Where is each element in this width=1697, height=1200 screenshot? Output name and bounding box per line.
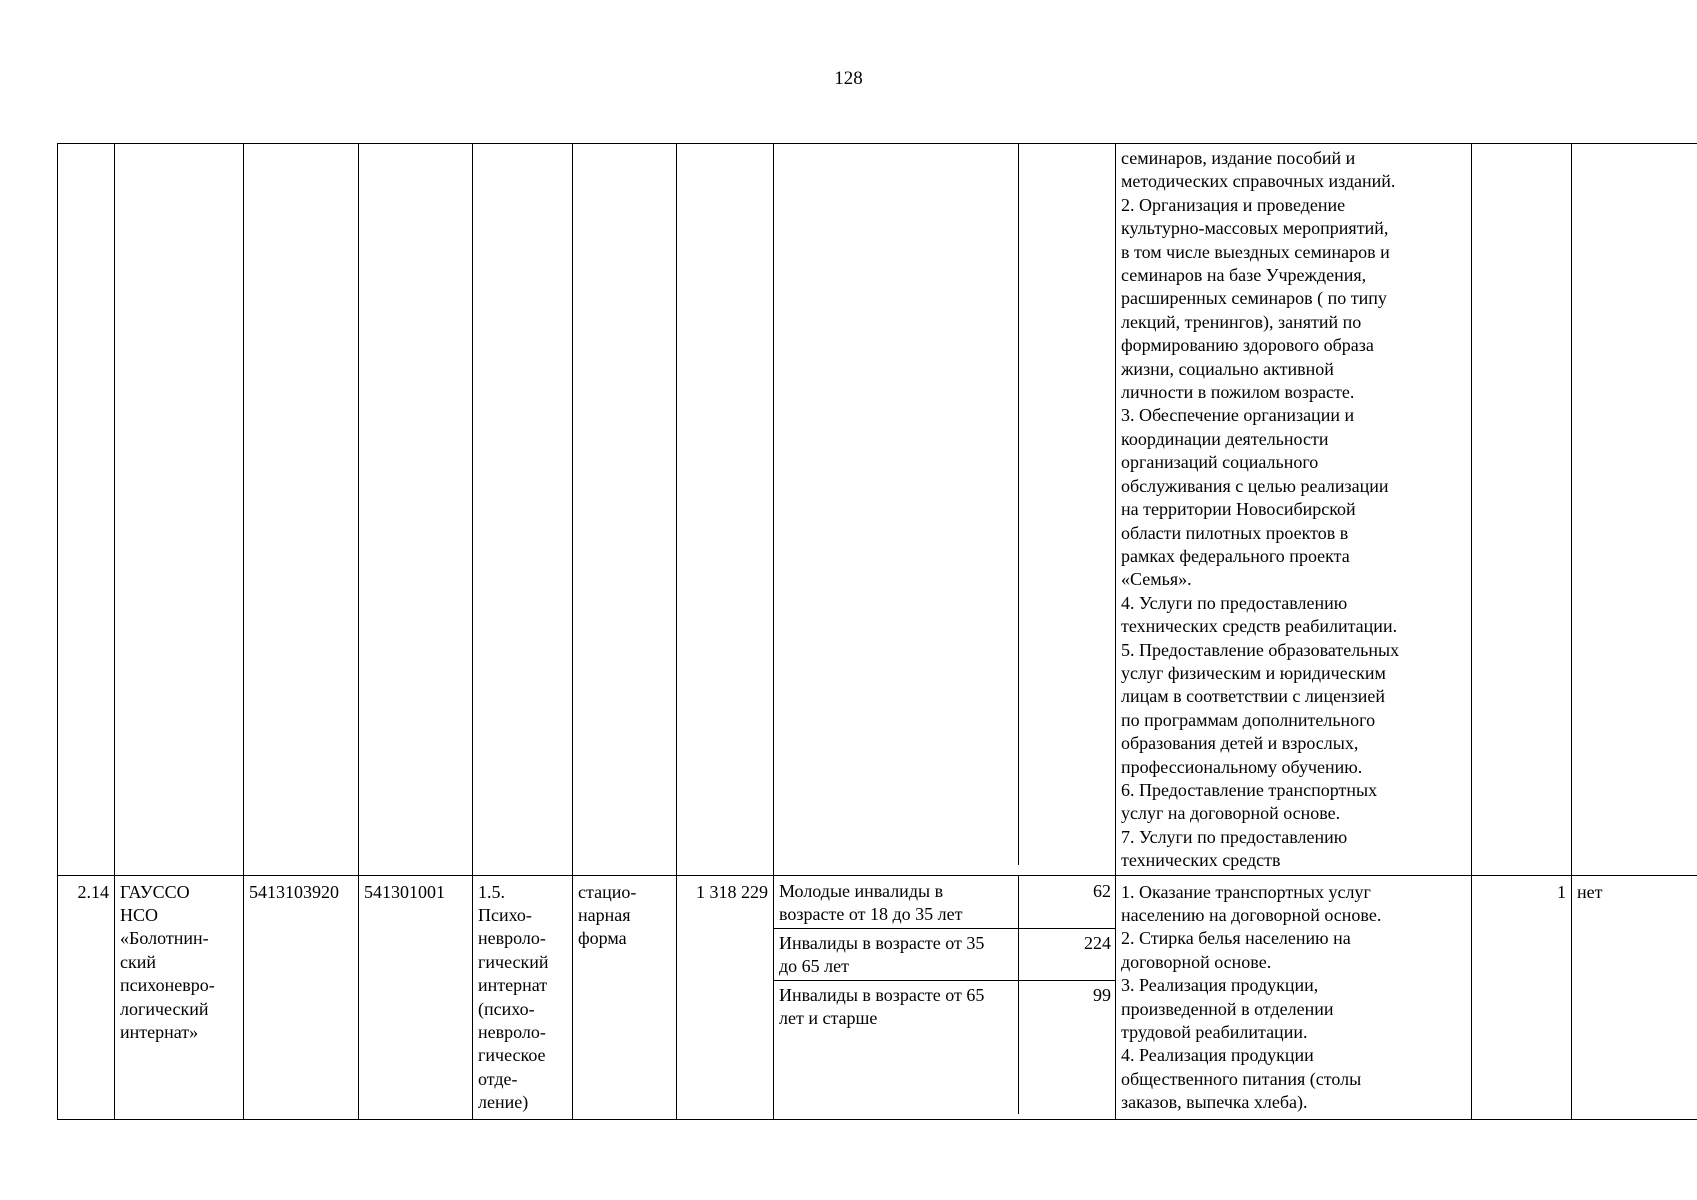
cell-name	[115, 144, 244, 876]
table-row-continued	[58, 144, 1697, 876]
cell-categories	[774, 875, 1116, 1119]
cell-number	[58, 144, 115, 876]
cell-value: 1	[1472, 875, 1572, 1119]
category-row	[774, 876, 1116, 929]
cell-kpp	[359, 144, 473, 876]
category-row	[774, 928, 1116, 980]
cell-inn: 5413103920	[244, 875, 359, 1119]
cell-name: ГАУССО НСО «Болотнин- ский психоневро- логический интернат»	[115, 875, 244, 1119]
cell-number: 2.14	[58, 875, 115, 1119]
category-count: 99	[1018, 980, 1116, 1114]
category-name: Инвалиды в возрасте от 35 до 65 лет	[774, 928, 1018, 980]
category-count: 224	[1018, 928, 1116, 980]
page-number: 128	[834, 68, 863, 89]
cell-amount	[677, 144, 774, 876]
categories-subtable	[774, 876, 1116, 1114]
cell-type	[473, 144, 573, 876]
category-name: Инвалиды в возрасте от 65 лет и старше	[774, 980, 1018, 1114]
category-count: 62	[1093, 880, 1111, 901]
cell-categories	[774, 144, 1116, 876]
cell-inn	[244, 144, 359, 876]
cell-services: 1. Оказание транспортных услуг населению на договорной основе. 2. Стирка белья населению на договорной основе. 3. Реализация продукции, произведенной в отделении трудовой реабилитации. 4. Реализация продукции общественного питания (столы заказов, выпечка хлеба).	[1116, 875, 1472, 1119]
cell-amount: 1 318 229	[677, 875, 774, 1119]
organizations-table	[57, 143, 1697, 1120]
table-row-2-14	[58, 875, 1697, 1119]
cell-flag	[1572, 144, 1697, 876]
cell-form: стацио- нарная форма	[573, 875, 677, 1119]
cell-form	[573, 144, 677, 876]
cell-flag: нет	[1572, 875, 1697, 1119]
cell-value	[1472, 144, 1572, 876]
category-row	[774, 980, 1116, 1114]
cell-services-continued: семинаров, издание пособий и методических справочных изданий. 2. Организация и проведение культурно-массовых мероприятий, в том числе выездных семинаров и семинаров на базе Учреждения, расширенных семинаров ( по типу лекций, тренингов), занятий по формированию здорового образа жизни, социально активной личности в пожилом возрасте. 3. Обеспечение организации и координации деятельности организаций социального обслуживания с целью реализации на территории Новосибирской области пилотных проектов в рамках федерального проекта «Семья». 4. Услуги по предоставлению технических средств реабилитации. 5. Предоставление образовательных услуг физическим и юридическим лицам в соответствии с лицензией по программам дополнительного образования детей и взрослых, профессиональному обучению. 6. Предоставление транспортных услуг на договорной основе. 7. Услуги по предоставлению технических средств	[1116, 144, 1472, 876]
cell-type: 1.5. Психо- невроло- гический интернат (психо- невроло- гическое отде- ление)	[473, 875, 573, 1119]
category-name: Молодые инвалиды в возрасте от 18 до 35 лет	[774, 876, 1018, 929]
cell-kpp: 541301001	[359, 875, 473, 1119]
